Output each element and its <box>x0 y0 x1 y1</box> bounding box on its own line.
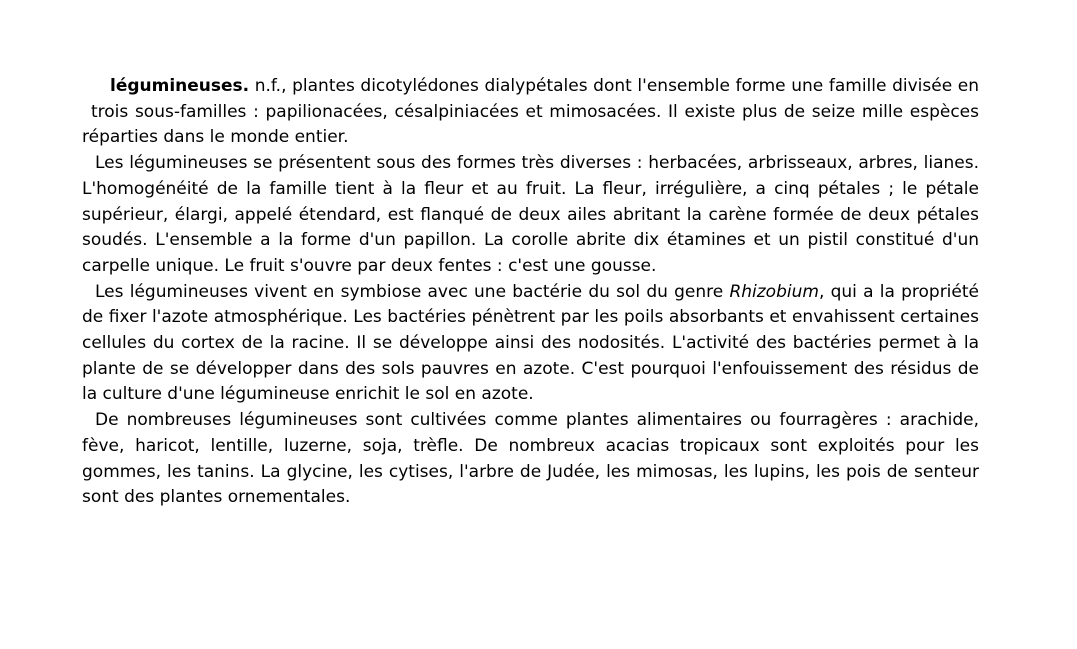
paragraph-forms: Les légumineuses se présentent sous des formes très diverses : herbacées, arbrisseaux, arbres, lianes. L'homogénéité de la famille tient à la fleur et au fruit. La fleur, irrégulière, a cinq pétales ; le pétale supérieur, élargi, appelé étendard, est flanqué de deux ailes abritant la carène formée de deux pétales soudés. L'ensemble a la forme d'un papillon. La corolle abrite dix étamines et un pistil constitué d'un carpelle unique. Le fruit s'ouvre par deux fentes : c'est une gousse. <box>82 153 979 276</box>
text-column <box>82 74 979 511</box>
symbiosis-text-after: , qui a la propriété de fixer l'azote atmosphérique. Les bactéries pénètrent par les poils absorbants et envahissent certaines cellules du cortex de la racine. Il se développe ainsi des nodosités. L'activité des bactéries permet à la plante de se développer dans des sols pauvres en azote. C'est pourquoi l'enfouissement des résidus de la culture d'une légumineuse enrichit le sol en azote. <box>82 281 979 405</box>
entry-definition-text: n.f., plantes dicotylédones dialypétales dont l'ensemble forme une famille divisée en trois sous-familles : papilionacées, césalpiniacées et mimosacées. Il existe plus de seize mille espèces réparties dans le monde entier. <box>82 76 979 148</box>
scientific-name-rhizobium: Rhizobium <box>729 281 819 302</box>
paragraph-entry <box>82 74 979 151</box>
paragraph-symbiosis <box>82 280 979 409</box>
symbiosis-text-before: Les légumineuses vivent en symbiose avec une bactérie du sol du genre <box>95 281 730 302</box>
headword: légumineuses. <box>110 76 250 96</box>
paragraph-uses: De nombreuses légumineuses sont cultivées comme plantes alimentaires ou fourragères : arachide, fève, haricot, lentille, luzerne, soja, trèfle. De nombreux acacias tropicaux sont exploités pour les gommes, les tanins. La glycine, les cytises, l'arbre de Judée, les mimosas, les lupins, les pois de senteur sont des plantes ornementales. <box>82 410 979 508</box>
